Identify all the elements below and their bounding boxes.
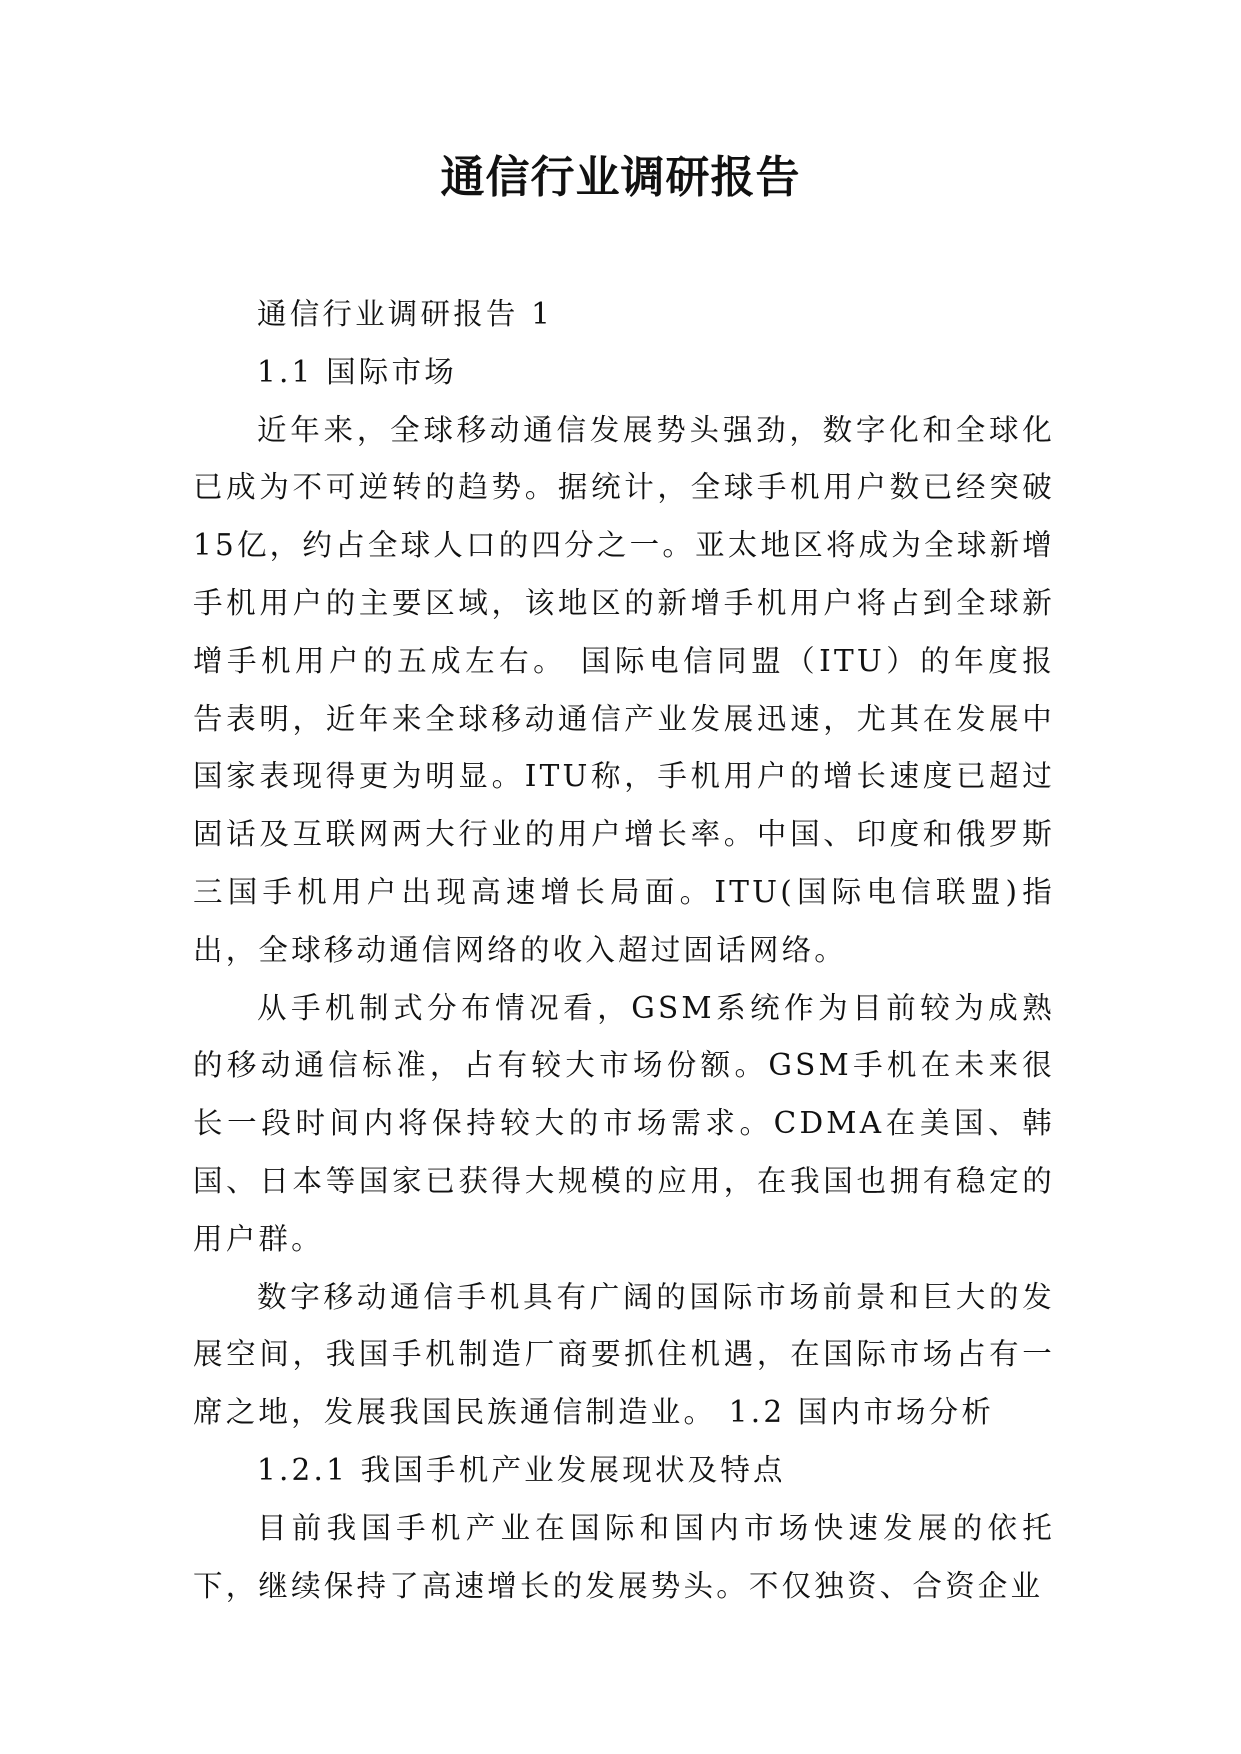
section-heading-1-2-1: 1.2.1 我国手机产业发展现状及特点 <box>257 1452 786 1487</box>
paragraph-international-market: 近年来，全球移动通信发展势头强劲，数字化和全球化已成为不可逆转的趋势。据统计，全球手机用户数已经突破15亿，约占全球人口的四分之一。亚太地区将成为全球新增手机用户的主要区域，该地区的新增手机用户将占到全球新增手机用户的五成左右。 国际电信同盟（ITU）的年度报告表明，近年来全球移动通信产业发展迅速，尤其在发展中国家表现得更为明显。ITU称，手机用户的增长速度已超过固话及互联网两大行业的用户增长率。中国、印度和俄罗斯三国手机用户出现高速增长局面。ITU(国际电信联盟)指出，全球移动通信网络的收入超过固话网络。 <box>193 412 1055 967</box>
paragraph-domestic-status: 目前我国手机产业在国际和国内市场快速发展的依托下，继续保持了高速增长的发展势头。不仅独资、合资企业 <box>193 1510 1055 1603</box>
paragraph-phone-standards: 从手机制式分布情况看，GSM系统作为目前较为成熟的移动通信标准，占有较大市场份额。GSM手机在未来很长一段时间内将保持较大的市场需求。CDMA在美国、韩国、日本等国家已获得大规模的应用，在我国也拥有稳定的用户群。 <box>193 990 1055 1256</box>
report-subtitle: 通信行业调研报告 1 <box>257 297 554 331</box>
section-heading-1-1: 1.1 国际市场 <box>257 354 457 389</box>
document-title: 通信行业调研报告 <box>440 152 801 203</box>
paragraph-market-prospects: 数字移动通信手机具有广阔的国际市场前景和巨大的发展空间，我国手机制造厂商要抓住机遇，在国际市场占有一席之地，发展我国民族通信制造业。 1.2 国内市场分析 <box>193 1279 1055 1430</box>
document-body <box>193 286 1055 1615</box>
